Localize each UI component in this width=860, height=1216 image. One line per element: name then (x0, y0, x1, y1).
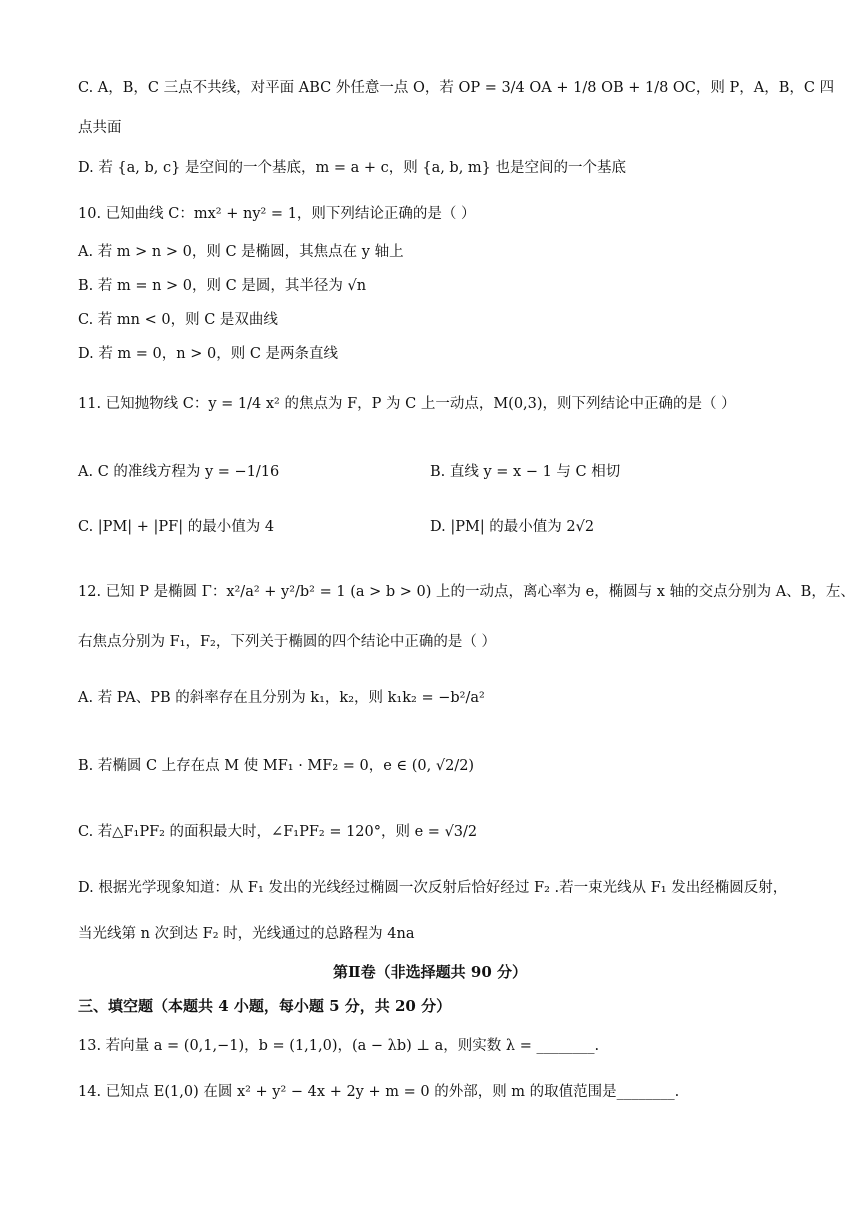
q11-option-b: B. 直线 y = x − 1 与 C 相切 (430, 464, 621, 480)
q9-option-c-line2: 点共面 (78, 120, 122, 136)
q12-option-b: B. 若椭圆 C 上存在点 M 使 MF₁ · MF₂ = 0，e ∈ (0, √2/2) (78, 758, 475, 774)
q12-option-a: A. 若 PA、PB 的斜率存在且分别为 k₁，k₂，则 k₁k₂ = −b²/a² (78, 690, 485, 706)
q10-option-b: B. 若 m = n > 0，则 C 是圆，其半径为 √n (78, 278, 367, 294)
q11-option-a: A. C 的准线方程为 y = −1/16 (78, 464, 280, 480)
q11-option-c: C. |PM| + |PF| 的最小值为 4 (78, 519, 275, 535)
q10-option-a: A. 若 m > n > 0，则 C 是椭圆，其焦点在 y 轴上 (78, 244, 404, 260)
q13: 13. 若向量 a = (0,1,−1)，b = (1,1,0)，(a − λb) ⊥ a，则实数 λ = ________. (78, 1038, 600, 1054)
q12-stem-line1: 12. 已知 P 是椭圆 Γ：x²/a² + y²/b² = 1 (a > b > 0) 上的一动点，离心率为 e，椭圆与 x 轴的交点分别为 A、B，左、 (78, 584, 855, 600)
part2-title: 第Ⅱ卷（非选择题共 90 分） (333, 963, 527, 981)
q9-option-d: D. 若 {a, b, c} 是空间的一个基底，m = a + c，则 {a, b, m} 也是空间的一个基底 (78, 160, 627, 176)
q11-option-d: D. |PM| 的最小值为 2√2 (430, 519, 595, 535)
q12-option-c: C. 若△F₁PF₂ 的面积最大时，∠F₁PF₂ = 120°，则 e = √3/2 (78, 824, 478, 840)
q12-stem-line2: 右焦点分别为 F₁，F₂，下列关于椭圆的四个结论中正确的是（ ） (78, 634, 496, 650)
q9-option-c-line1: C. A，B，C 三点不共线，对平面 ABC 外任意一点 O，若 OP = 3/4 OA + 1/8 OB + 1/8 OC，则 P，A，B，C 四 (78, 80, 835, 96)
q12-option-d-line1: D. 根据光学现象知道：从 F₁ 发出的光线经过椭圆一次反射后恰好经过 F₂ .若一束光线从 F₁ 发出经椭圆反射， (78, 880, 788, 896)
q12-option-d-line2: 当光线第 n 次到达 F₂ 时，光线通过的总路程为 4na (78, 926, 415, 942)
q10-option-c: C. 若 mn < 0，则 C 是双曲线 (78, 312, 278, 328)
q14: 14. 已知点 E(1,0) 在圆 x² + y² − 4x + 2y + m = 0 的外部，则 m 的取值范围是________. (78, 1084, 680, 1100)
q10-stem: 10. 已知曲线 C：mx² + ny² = 1，则下列结论正确的是（ ） (78, 206, 476, 222)
section3-title: 三、填空题（本题共 4 小题，每小题 5 分，共 20 分） (78, 997, 452, 1015)
q11-stem: 11. 已知抛物线 C：y = 1/4 x² 的焦点为 F，P 为 C 上一动点，M(0,3)，则下列结论中正确的是（ ） (78, 396, 736, 412)
q10-option-d: D. 若 m = 0，n > 0，则 C 是两条直线 (78, 346, 339, 362)
